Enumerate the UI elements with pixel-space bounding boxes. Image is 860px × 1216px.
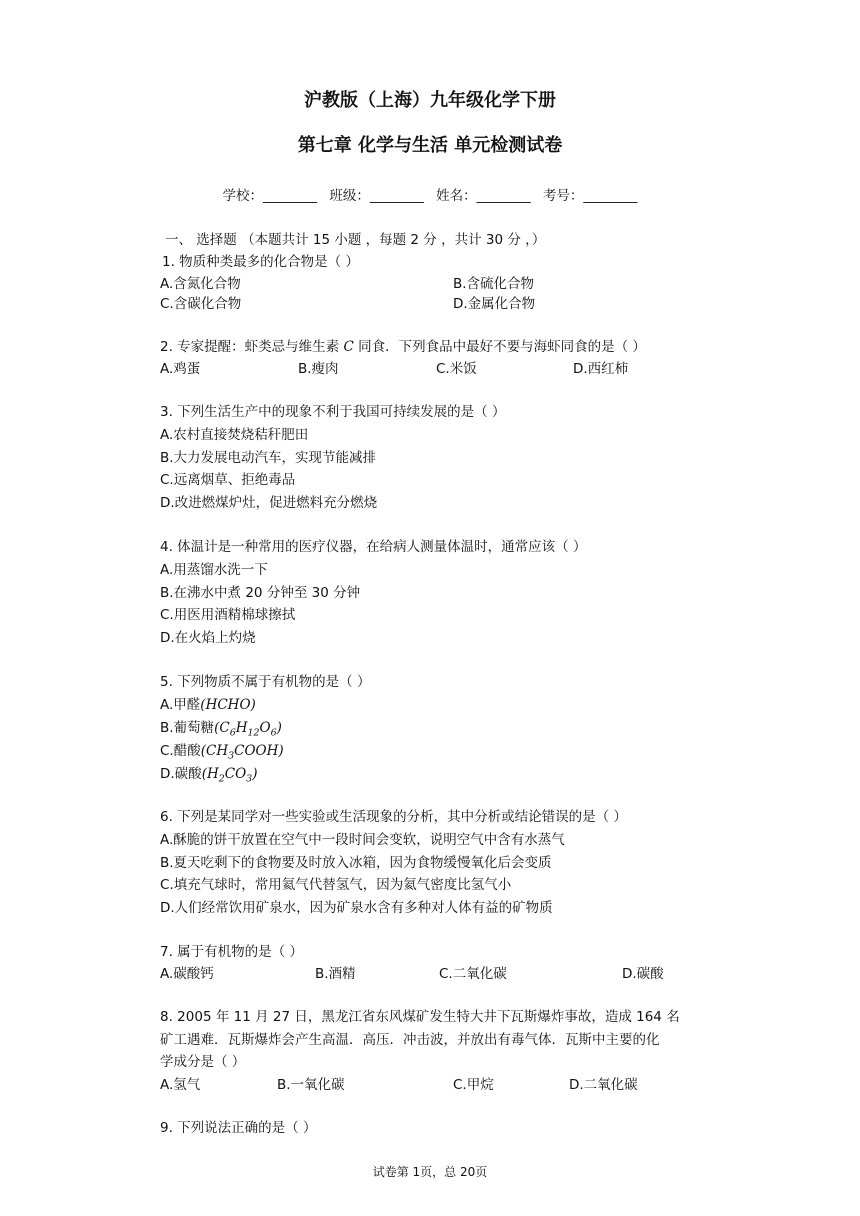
question-7-option-c: C.二氧化碳	[439, 966, 507, 982]
question-9-stem: 9. 下列说法正确的是（ ）	[160, 1120, 317, 1136]
question-4-stem: 4. 体温计是一种常用的医疗仪器，在给病人测量体温时，通常应该（ ）	[160, 539, 587, 555]
question-1-option-b: B.含硫化合物	[453, 276, 535, 292]
question-5-stem: 5. 下列物质不属于有机物的是（ ）	[160, 674, 371, 690]
question-3-stem: 3. 下列生活生产中的现象不利于我国可持续发展的是（ ）	[160, 404, 506, 420]
question-7-option-a: A.碳酸钙	[160, 966, 214, 982]
question-8-option-a: A.氢气	[160, 1077, 201, 1093]
number-field: 考号：________	[542, 188, 638, 204]
question-5-option-c	[160, 739, 284, 762]
question-7-option-d: D.碳酸	[622, 966, 664, 982]
question-5-option-a	[160, 693, 256, 713]
question-4-option-d: D.在火焰上灼烧	[160, 630, 256, 646]
section-heading: 一、 选择题 （本题共计 15 小题 ，每题 2 分 ，共计 30 分 ，）	[165, 232, 546, 248]
question-6-option-b: B.夏天吃剩下的食物要及时放入冰箱，因为食物缓慢氧化后会变质	[160, 855, 552, 871]
class-field: 班级：________	[329, 188, 424, 204]
question-3-option-a: A.农村直接焚烧秸秆肥田	[160, 427, 309, 443]
question-3-option-c: C.远离烟草、拒绝毒品	[160, 472, 296, 488]
question-1-stem: 1. 物质种类最多的化合物是（ ）	[162, 254, 359, 270]
page-subtitle: 第七章 化学与生活 单元检测试卷	[297, 135, 563, 156]
question-8-stem-line-3: 学成分是（ ）	[160, 1054, 246, 1070]
question-4-option-c: C.用医用酒精棉球擦拭	[160, 607, 296, 623]
question-8-stem-line-1: 8. 2005 年 11 月 27 日，黑龙江省东风煤矿发生特大井下瓦斯爆炸事故，造成 164 名	[160, 1009, 680, 1025]
question-7-option-b: B.酒精	[315, 966, 356, 982]
option-label: C.醋酸	[160, 743, 201, 759]
question-2-option-d: D.西红柿	[573, 361, 629, 377]
question-8-option-b: B.一氧化碳	[277, 1077, 345, 1093]
question-6-stem: 6. 下列是某同学对一些实验或生活现象的分析，其中分析或结论错误的是（ ）	[160, 809, 627, 825]
question-7-stem: 7. 属于有机物的是（ ）	[160, 944, 303, 960]
question-2-stem-math: C	[343, 339, 354, 355]
chemical-formula: $(C_6H_{12}O_6)$	[214, 720, 282, 739]
option-label: B.葡萄糖	[160, 720, 215, 736]
question-8-stem-line-2: 矿工遇难．瓦斯爆炸会产生高温．高压．冲击波，并放出有毒气体．瓦斯中主要的化	[160, 1032, 660, 1048]
question-2-stem-post: 同食．下列食品中最好不要与海虾同食的是（ ）	[353, 339, 646, 355]
question-3-option-d: D.改进燃煤炉灶，促进燃料充分燃烧	[160, 495, 378, 511]
question-8-option-d: D.二氧化碳	[569, 1077, 638, 1093]
chemical-formula: $(H_2CO_3)$	[201, 766, 258, 785]
question-5-option-d	[160, 762, 257, 785]
question-5-option-b	[160, 716, 282, 739]
option-label: A.甲醛	[160, 697, 201, 713]
question-2-stem-pre: 2. 专家提醒：虾类忌与维生素	[160, 339, 344, 355]
question-2-stem	[160, 335, 646, 355]
question-2-option-c: C.米饭	[436, 361, 477, 377]
school-field: 学校：________	[222, 188, 318, 204]
page-title: 沪教版（上海）九年级化学下册	[304, 90, 556, 111]
question-4-option-a: A.用蒸馏水洗一下	[160, 562, 268, 578]
name-field: 姓名：________	[436, 188, 531, 204]
chemical-formula: (HCHO)	[200, 697, 256, 713]
question-2-option-b: B.瘦肉	[298, 361, 339, 377]
question-8-option-c: C.甲烷	[453, 1077, 494, 1093]
option-label: D.碳酸	[160, 766, 202, 782]
question-4-option-b: B.在沸水中煮 20 分钟至 30 分钟	[160, 585, 361, 601]
question-3-option-b: B.大力发展电动汽车，实现节能减排	[160, 450, 377, 466]
question-6-option-a: A.酥脆的饼干放置在空气中一段时间会变软，说明空气中含有水蒸气	[160, 832, 565, 848]
question-1-option-c: C.含碳化合物	[160, 296, 242, 312]
chemical-formula: $(CH_3COOH)$	[200, 743, 284, 762]
page-footer: 试卷第 1页，总 20页	[372, 1165, 488, 1179]
question-6-option-c: C.填充气球时，常用氦气代替氢气，因为氦气密度比氢气小	[160, 877, 512, 893]
student-info-row	[0, 184, 860, 204]
question-2-option-a: A.鸡蛋	[160, 361, 201, 377]
question-1-option-a: A.含氮化合物	[160, 276, 241, 292]
question-6-option-d: D.人们经常饮用矿泉水，因为矿泉水含有多种对人体有益的矿物质	[160, 900, 553, 916]
question-1-option-d: D.金属化合物	[453, 296, 536, 312]
